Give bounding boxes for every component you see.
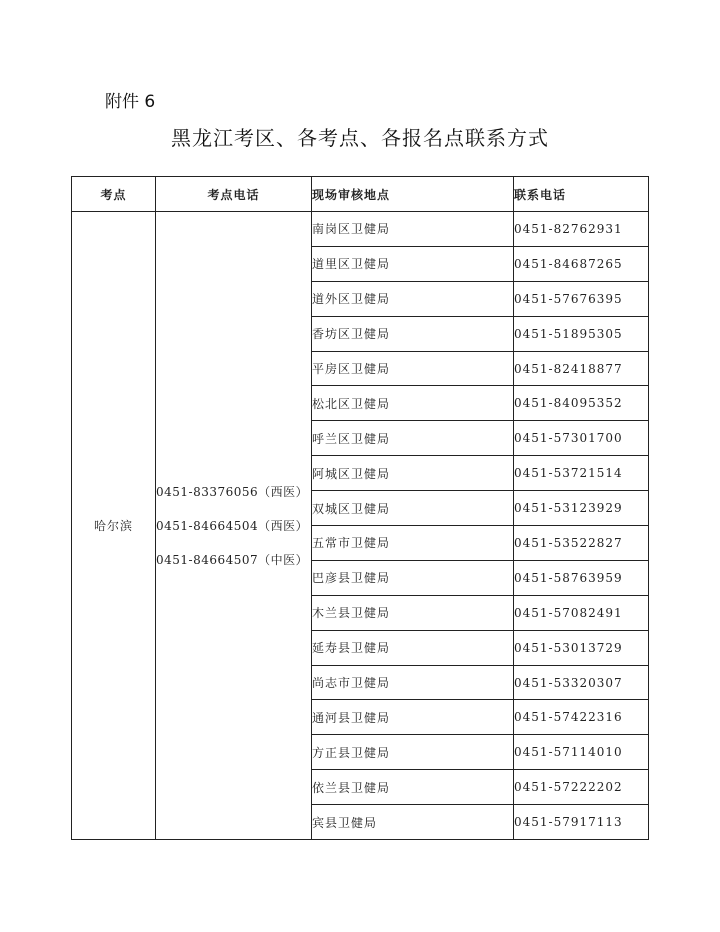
site-phone-line: 0451-84664507（中医） [156, 552, 309, 567]
page-title: 黑龙江考区、各考点、各报名点联系方式 [171, 126, 549, 150]
header-site: 考点 [72, 177, 156, 212]
contact-phone-cell: 0451-57114010 [514, 735, 649, 770]
contact-phone-cell: 0451-53123929 [514, 491, 649, 526]
review-location-cell: 方正县卫健局 [312, 735, 514, 770]
review-location-cell: 五常市卫健局 [312, 526, 514, 561]
review-location-cell: 松北区卫健局 [312, 386, 514, 421]
attachment-label: 附件 6 [105, 92, 156, 112]
review-location-cell: 宾县卫健局 [312, 805, 514, 840]
review-location-cell: 通河县卫健局 [312, 700, 514, 735]
review-location-cell: 阿城区卫健局 [312, 456, 514, 491]
site-phone-line: 0451-84664504（西医） [156, 518, 309, 533]
review-location-cell: 道外区卫健局 [312, 281, 514, 316]
header-site-phone: 考点电话 [156, 177, 312, 212]
review-location-cell: 延寿县卫健局 [312, 630, 514, 665]
contact-phone-cell: 0451-53320307 [514, 665, 649, 700]
contact-phone-cell: 0451-57917113 [514, 805, 649, 840]
header-review-location: 现场审核地点 [312, 177, 514, 212]
contact-phone-cell: 0451-57082491 [514, 595, 649, 630]
review-location-cell: 平房区卫健局 [312, 351, 514, 386]
review-location-cell: 香坊区卫健局 [312, 316, 514, 351]
contact-phone-cell: 0451-82762931 [514, 212, 649, 247]
site-phones-cell [156, 212, 312, 840]
review-location-cell: 依兰县卫健局 [312, 770, 514, 805]
header-contact-phone: 联系电话 [514, 177, 649, 212]
table-body [72, 212, 649, 840]
table-row [72, 212, 649, 247]
contact-phone-cell: 0451-53013729 [514, 630, 649, 665]
contact-phone-cell: 0451-53522827 [514, 526, 649, 561]
site-name-cell: 哈尔滨 [72, 212, 156, 840]
contact-phone-cell: 0451-53721514 [514, 456, 649, 491]
review-location-cell: 南岗区卫健局 [312, 212, 514, 247]
site-phone-line: 0451-83376056（西医） [156, 484, 309, 499]
contact-phone-cell: 0451-57676395 [514, 281, 649, 316]
contact-phone-cell: 0451-58763959 [514, 560, 649, 595]
contacts-table [71, 176, 649, 840]
contact-phone-cell: 0451-84095352 [514, 386, 649, 421]
review-location-cell: 巴彦县卫健局 [312, 560, 514, 595]
contact-phone-cell: 0451-84687265 [514, 246, 649, 281]
contact-phone-cell: 0451-51895305 [514, 316, 649, 351]
contact-phone-cell: 0451-82418877 [514, 351, 649, 386]
review-location-cell: 道里区卫健局 [312, 246, 514, 281]
review-location-cell: 木兰县卫健局 [312, 595, 514, 630]
table-header-row [72, 177, 649, 212]
review-location-cell: 双城区卫健局 [312, 491, 514, 526]
contact-phone-cell: 0451-57422316 [514, 700, 649, 735]
review-location-cell: 尚志市卫健局 [312, 665, 514, 700]
review-location-cell: 呼兰区卫健局 [312, 421, 514, 456]
contact-phone-cell: 0451-57301700 [514, 421, 649, 456]
contact-phone-cell: 0451-57222202 [514, 770, 649, 805]
